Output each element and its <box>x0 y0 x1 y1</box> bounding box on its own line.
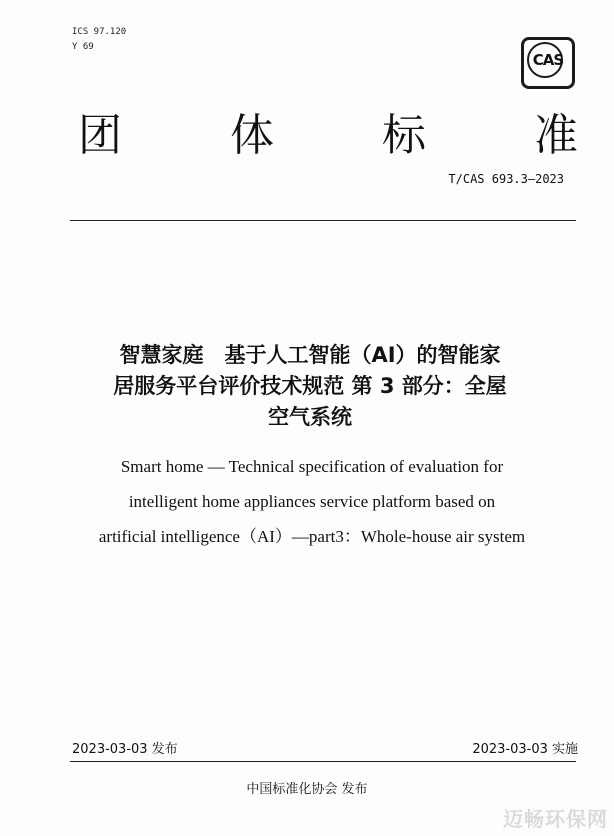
cas-logo <box>521 37 575 89</box>
english-title-line: artificial intelligence（AI）—part3：Whole-house air system <box>98 527 526 546</box>
chinese-title <box>60 340 560 433</box>
standard-type-char: 准 <box>534 110 578 161</box>
standard-type-char: 体 <box>230 110 274 161</box>
issue-date: 2023-03-03 发布 <box>72 742 178 757</box>
top-divider <box>70 220 576 221</box>
watermark: 迈畅环保网 <box>503 807 608 831</box>
chinese-title-line: 智慧家庭 基于人工智能（AI）的智能家 <box>119 343 501 367</box>
standard-type-char: 标 <box>382 110 426 161</box>
logo-text: CAS <box>532 51 564 69</box>
chinese-title-line: 居服务平台评价技术规范 第 3 部分：全屋 <box>113 374 507 398</box>
ics-code: ICS 97.120 <box>72 27 127 37</box>
english-title-line: Smart home — Technical specification of evaluation for <box>120 457 504 476</box>
standard-type-heading <box>78 108 578 164</box>
english-title <box>62 449 562 554</box>
publisher: 中国标准化协会 发布 <box>246 782 368 797</box>
implementation-date: 2023-03-03 实施 <box>472 742 578 757</box>
ccs-code: Y 69 <box>72 42 94 52</box>
standard-type-char: 团 <box>78 110 122 161</box>
english-title-line: intelligent home appliances service platform based on <box>128 492 496 511</box>
bottom-divider <box>70 761 576 762</box>
classification-codes <box>72 25 126 55</box>
chinese-title-line: 空气系统 <box>268 405 352 429</box>
standard-number: T/CAS 693.3—2023 <box>448 172 564 186</box>
